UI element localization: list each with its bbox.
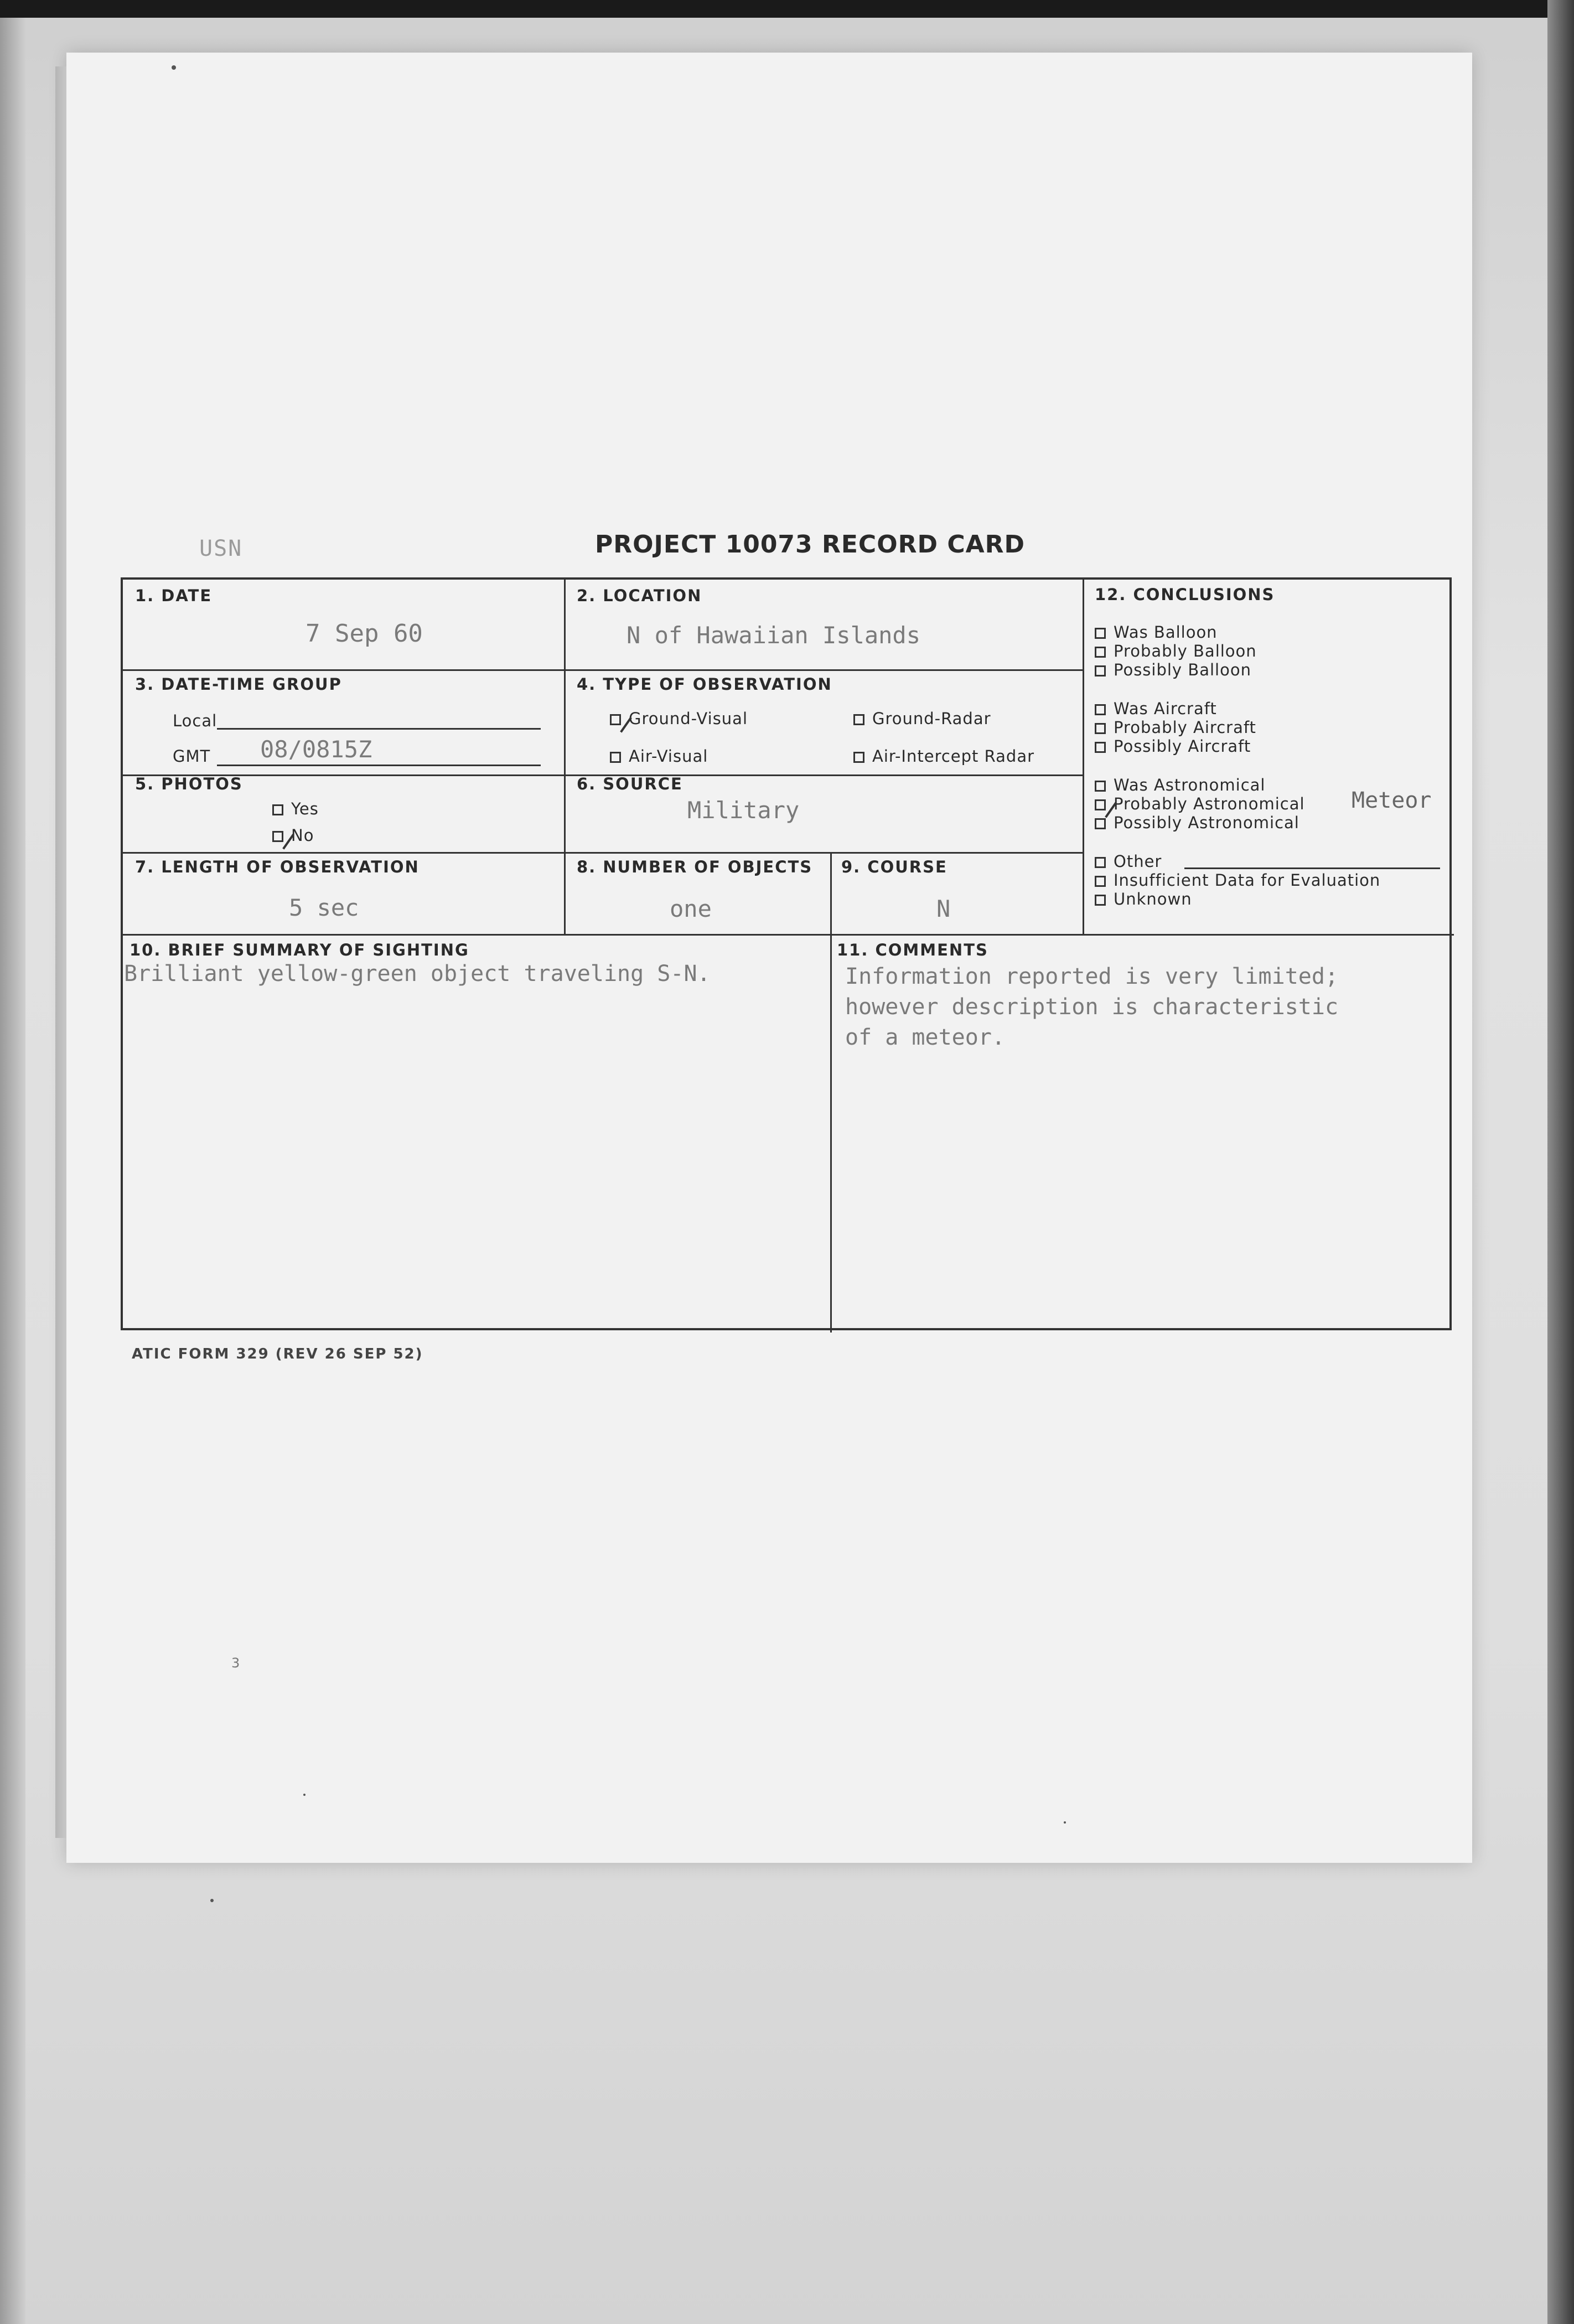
- checkbox-icon: [1095, 647, 1106, 658]
- checkbox-icon: [1095, 665, 1106, 676]
- comments-line: however description is characteristic: [845, 994, 1339, 1020]
- location-label: 2. LOCATION: [577, 586, 702, 605]
- record-card: [121, 577, 1452, 1330]
- photos-yes: Yes: [272, 799, 319, 818]
- source-label: 6. SOURCE: [577, 774, 683, 793]
- checkbox-icon: [1095, 628, 1106, 639]
- checkbox-icon: [1095, 704, 1106, 715]
- conclusion-was-astronomical: Was Astronomical: [1095, 776, 1265, 794]
- obs-air-intercept-radar: Air-Intercept Radar: [853, 747, 1034, 766]
- scan-top-edge: [0, 0, 1574, 18]
- conclusion-possibly-aircraft: Possibly Aircraft: [1095, 737, 1251, 756]
- checked-box-icon: [1095, 799, 1106, 810]
- date-label: 1. DATE: [135, 586, 213, 605]
- course-label: 9. COURSE: [841, 858, 947, 876]
- gmt-value: 08/0815Z: [260, 736, 372, 763]
- type-of-observation-label: 4. TYPE OF OBSERVATION: [577, 675, 832, 694]
- conclusion-probably-aircraft: Probably Aircraft: [1095, 718, 1256, 737]
- comments-line: Information reported is very limited;: [845, 964, 1339, 989]
- scan-speck: [303, 1794, 306, 1796]
- form-number: ATIC FORM 329 (REV 26 SEP 52): [132, 1346, 423, 1362]
- scan-right-edge: [1547, 0, 1574, 2324]
- checkbox-icon: [610, 752, 621, 763]
- checked-box-icon: [272, 831, 283, 842]
- divider: [830, 852, 832, 1333]
- other-line: [1184, 867, 1440, 869]
- checkbox-icon: [272, 804, 283, 815]
- agency-mark: USN: [199, 536, 243, 561]
- card-title: PROJECT 10073 RECORD CARD: [595, 530, 1026, 559]
- date-time-group-label: 3. DATE-TIME GROUP: [135, 675, 342, 694]
- obs-ground-visual: Ground-Visual: [610, 709, 748, 728]
- length-of-observation-value: 5 sec: [289, 894, 359, 921]
- checkbox-icon: [853, 714, 864, 725]
- checkbox-icon: [1095, 723, 1106, 734]
- checkbox-icon: [1095, 876, 1106, 887]
- number-of-objects-value: one: [670, 895, 712, 922]
- checkbox-icon: [1095, 895, 1106, 906]
- summary-text: Brilliant yellow-green object traveling S-N.: [124, 961, 711, 987]
- obs-ground-radar: Ground-Radar: [853, 709, 991, 728]
- scan-left-shadow: [0, 18, 25, 2324]
- local-time-label: Local: [173, 711, 218, 730]
- scan-speck: [1064, 1821, 1066, 1824]
- conclusion-possibly-astronomical: Possibly Astronomical: [1095, 813, 1299, 832]
- source-value: Military: [687, 797, 800, 824]
- scan-speck: [172, 65, 176, 70]
- local-time-line: [217, 728, 541, 730]
- conclusion-unknown: Unknown: [1095, 890, 1192, 908]
- scan-speck: [210, 1899, 214, 1902]
- conclusions-label: 12. CONCLUSIONS: [1095, 585, 1275, 604]
- divider: [123, 669, 1083, 671]
- checkbox-icon: [1095, 742, 1106, 753]
- conclusion-probably-balloon: Probably Balloon: [1095, 642, 1257, 660]
- summary-label: 10. BRIEF SUMMARY OF SIGHTING: [130, 941, 469, 959]
- divider: [564, 580, 566, 934]
- photos-no: No: [272, 826, 314, 845]
- divider: [1083, 580, 1084, 934]
- location-value: N of Hawaiian Islands: [627, 622, 921, 649]
- comments-line: of a meteor.: [845, 1025, 1005, 1050]
- comments-label: 11. COMMENTS: [837, 941, 988, 959]
- date-value: 7 Sep 60: [306, 619, 423, 648]
- divider: [123, 934, 1454, 936]
- checkbox-icon: [1095, 781, 1106, 792]
- length-of-observation-label: 7. LENGTH OF OBSERVATION: [135, 858, 420, 876]
- conclusion-annotation: Meteor: [1352, 788, 1432, 813]
- photos-label: 5. PHOTOS: [135, 774, 243, 793]
- conclusion-was-balloon: Was Balloon: [1095, 623, 1218, 642]
- conclusion-other: Other: [1095, 852, 1162, 871]
- conclusion-probably-astronomical: Probably Astronomical: [1095, 794, 1305, 813]
- course-value: N: [936, 895, 951, 922]
- checked-box-icon: [610, 714, 621, 725]
- number-of-objects-label: 8. NUMBER OF OBJECTS: [577, 858, 813, 876]
- conclusion-possibly-balloon: Possibly Balloon: [1095, 660, 1251, 679]
- gmt-label: GMT: [173, 747, 211, 766]
- conclusion-insufficient-data: Insufficient Data for Evaluation: [1095, 871, 1380, 890]
- gmt-line: [217, 765, 541, 766]
- divider: [123, 852, 1083, 854]
- conclusion-was-aircraft: Was Aircraft: [1095, 699, 1217, 718]
- checkbox-icon: [1095, 818, 1106, 829]
- obs-air-visual: Air-Visual: [610, 747, 708, 766]
- checkbox-icon: [853, 752, 864, 763]
- checkbox-icon: [1095, 857, 1106, 868]
- page-number: 3: [231, 1655, 240, 1671]
